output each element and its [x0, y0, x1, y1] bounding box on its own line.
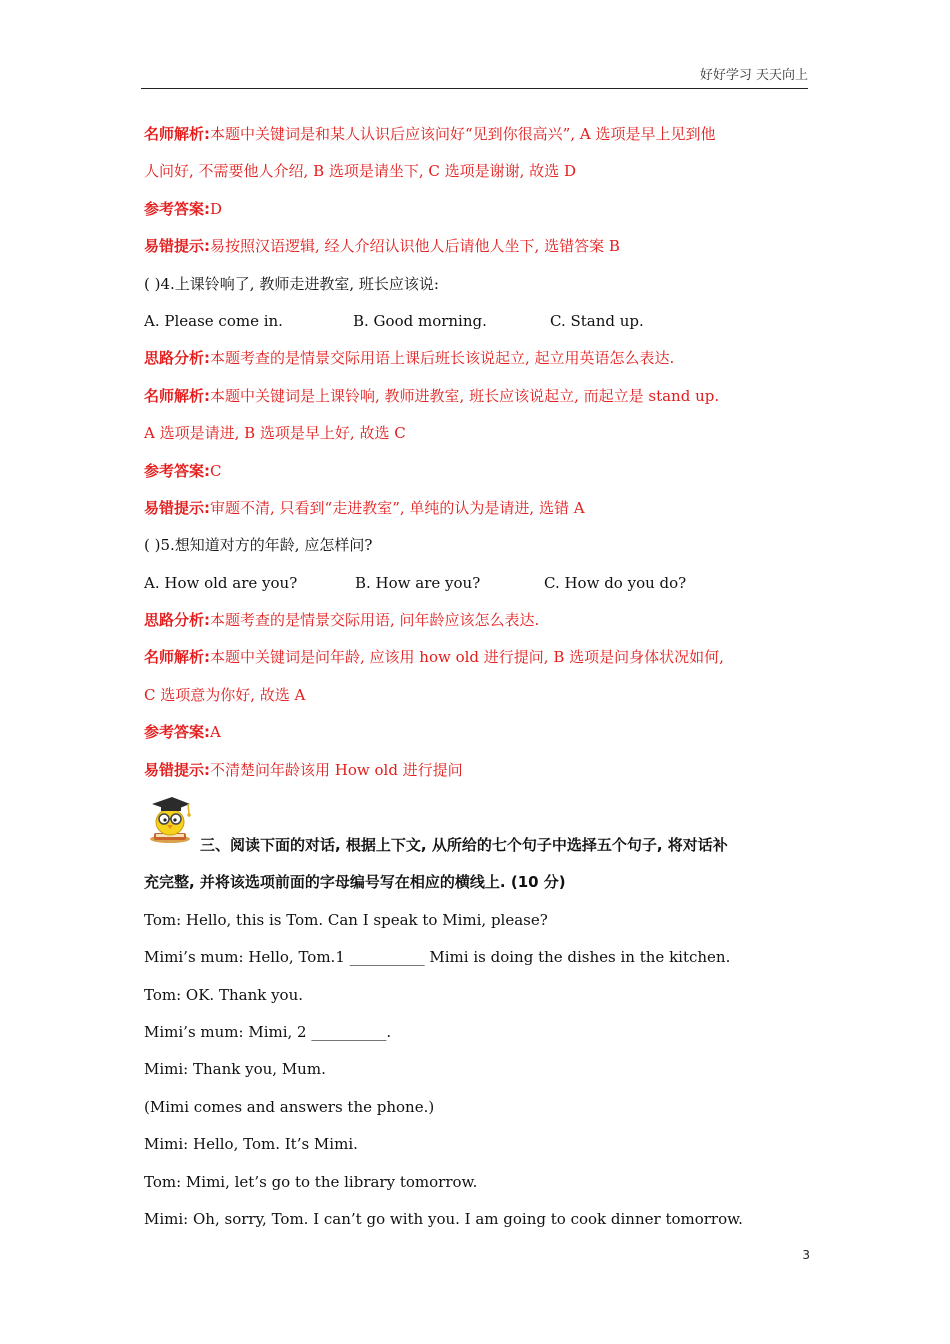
- answer-value: C: [210, 461, 222, 480]
- dialogue-line: Tom: Hello, this is Tom. Can I speak to Mimi, please?: [144, 910, 548, 929]
- q5-analysis-line-1: [144, 642, 808, 679]
- q4-analysis-line-2: A 选项是请进, B 选项是早上好, 故选 C: [144, 424, 406, 443]
- option-b: B. How are you?: [355, 573, 481, 592]
- q5-idea: [144, 605, 808, 642]
- analysis-text: 本题中关键词是和某人认识后应该问好“见到你很高兴”, A 选项是早上见到他: [210, 125, 716, 143]
- idea-label: 思路分析:: [144, 349, 210, 368]
- dialogue-line: Mimi’s mum: Mimi, 2 __________.: [144, 1022, 392, 1041]
- answer-label: 参考答案:: [144, 461, 210, 480]
- scholar-chick-icon: [144, 792, 196, 844]
- dialogue-line: Mimi: Hello, Tom. It’s Mimi.: [144, 1135, 358, 1154]
- analysis-text: 本题中关键词是上课铃响, 教师进教室, 班长应该说起立, 而起立是 stand up.: [210, 386, 720, 405]
- dialogue-line: Mimi: Thank you, Mum.: [144, 1060, 326, 1079]
- option-b: B. Good morning.: [353, 311, 487, 330]
- answer-value: A: [210, 723, 221, 742]
- q4-analysis-line-1: [144, 381, 808, 418]
- q4-idea: [144, 343, 808, 380]
- analysis-text: 本题中关键词是问年龄, 应该用 how old 进行提问, B 选项是问身体状况如何,: [210, 648, 724, 667]
- dialogue-line: Mimi: Oh, sorry, Tom. I can’t go with you. I am going to cook dinner tomorrow.: [144, 1209, 743, 1228]
- answer-value: D: [210, 199, 223, 218]
- idea-label: 思路分析:: [144, 611, 210, 630]
- q3-tip: [144, 231, 808, 268]
- answer-label: 参考答案:: [144, 723, 210, 742]
- section-3-title-line-2: 充完整, 并将该选项前面的字母编号写在相应的横线上. (10 分): [144, 873, 566, 892]
- q4-options: [144, 306, 808, 343]
- page-number: 3: [802, 1248, 810, 1262]
- analysis-label: 名师解析:: [144, 386, 210, 405]
- dialogue-line: Tom: Mimi, let’s go to the library tomorrow.: [144, 1172, 478, 1191]
- option-c: C. How do you do?: [544, 573, 687, 592]
- page-content: [144, 119, 808, 1241]
- answer-label: 参考答案:: [144, 199, 210, 218]
- tip-text: 审题不清, 只看到“走进教室”, 单纯的认为是请进, 选错 A: [210, 498, 585, 517]
- idea-text: 本题考查的是情景交际用语, 问年龄应该怎么表达.: [210, 611, 540, 630]
- q5-stem: ( )5.想知道对方的年龄, 应怎样问?: [144, 536, 373, 555]
- tip-label: 易错提示:: [144, 498, 210, 517]
- tip-label: 易错提示:: [144, 760, 210, 779]
- tip-text: 不清楚问年龄该用 How old 进行提问: [210, 760, 463, 779]
- analysis-label: 名师解析:: [144, 648, 210, 667]
- option-c: C. Stand up.: [550, 311, 644, 330]
- option-a: A. Please come in.: [144, 311, 283, 330]
- dialogue-line: (Mimi comes and answers the phone.): [144, 1097, 435, 1116]
- q4-tip: [144, 493, 808, 530]
- page-header: 好好学习 天天向上: [141, 66, 808, 89]
- tip-text: 易按照汉语逻辑, 经人介绍认识他人后请他人坐下, 选错答案 B: [210, 237, 620, 256]
- analysis-label: 名师解析:: [144, 125, 210, 143]
- q5-analysis-line-2: C 选项意为你好, 故选 A: [144, 685, 306, 704]
- option-a: A. How old are you?: [144, 573, 298, 592]
- tip-label: 易错提示:: [144, 237, 210, 256]
- q5-answer: [144, 717, 808, 754]
- section-3-title-line-1: 三、阅读下面的对话, 根据上下文, 从所给的七个句子中选择五个句子, 将对话补: [200, 836, 728, 855]
- idea-text: 本题考查的是情景交际用语上课后班长该说起立, 起立用英语怎么表达.: [210, 349, 675, 368]
- section-3-heading: [144, 830, 808, 905]
- q3-analysis-line-1: [144, 119, 808, 156]
- q3-analysis-line-2: 人问好, 不需要他人介绍, B 选项是请坐下, C 选项是谢谢, 故选 D: [144, 162, 576, 181]
- q4-stem: ( )4.上课铃响了, 教师走进教室, 班长应该说:: [144, 274, 439, 293]
- q3-answer: [144, 194, 808, 231]
- q5-tip: [144, 755, 808, 792]
- dialogue-line: Tom: OK. Thank you.: [144, 985, 304, 1004]
- dialogue-line: Mimi’s mum: Hello, Tom.1 __________ Mimi is doing the dishes in the kitchen.: [144, 948, 731, 967]
- q5-options: [144, 568, 808, 605]
- q4-answer: [144, 456, 808, 493]
